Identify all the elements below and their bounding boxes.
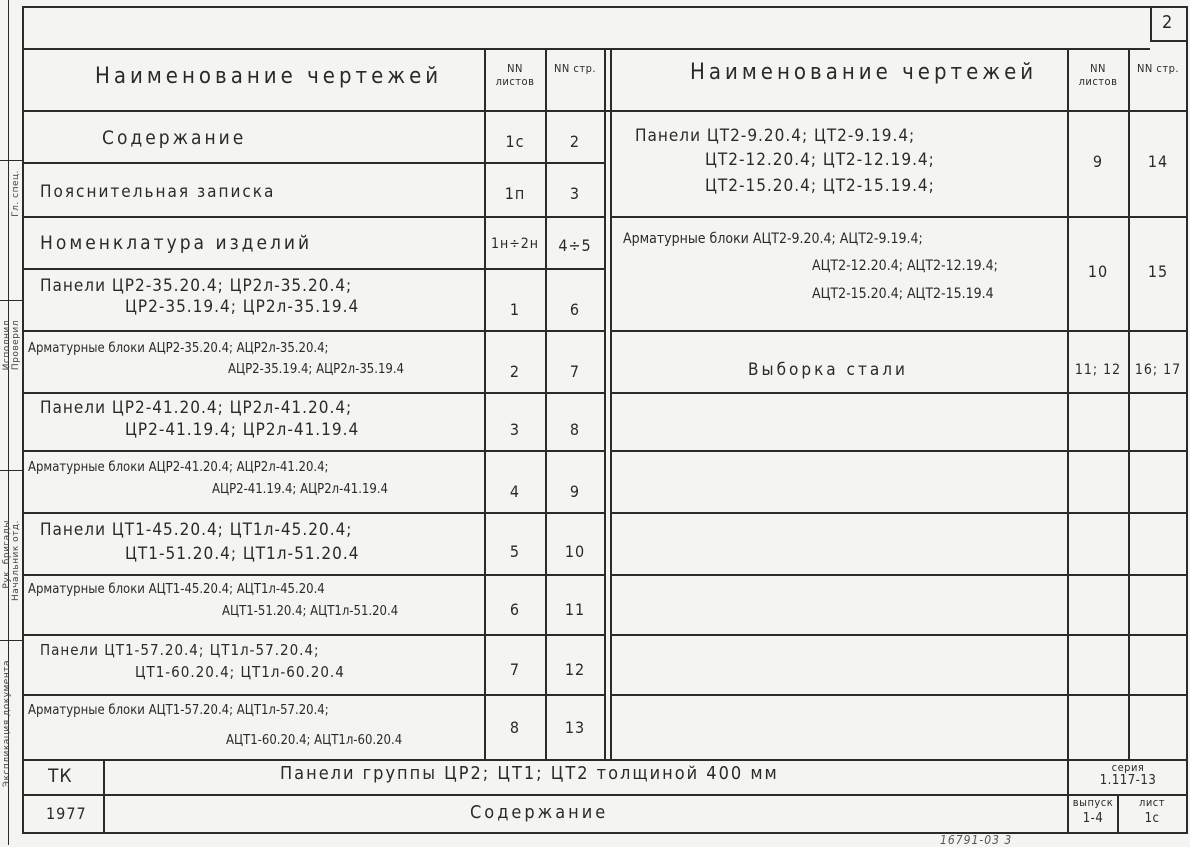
right-header-pages: NN стр. xyxy=(1136,62,1180,75)
left-col-sheets-line xyxy=(484,48,486,760)
right-row-line xyxy=(610,392,1187,394)
center-double-line-a xyxy=(604,48,606,760)
center-double-line-b xyxy=(610,48,612,760)
right-row-line xyxy=(610,216,1187,218)
frame-bottom xyxy=(22,832,1188,834)
left-row-11-pages: 13 xyxy=(564,718,586,737)
left-row-11-sheets: 8 xyxy=(509,718,521,737)
right-row-1-line2: ЦТ2-12.20.4; ЦТ2-12.19.4; xyxy=(705,150,935,170)
frame-top xyxy=(22,6,1188,8)
margin-label: Начальник отд. xyxy=(11,520,21,602)
left-row-6-line2: ЦР2-41.19.4; ЦР2л-41.19.4 xyxy=(125,420,360,440)
left-row-2-name: Пояснительная записка xyxy=(40,182,276,202)
right-row-line xyxy=(610,574,1187,576)
right-row-1-pages: 14 xyxy=(1147,152,1169,171)
series-label: серия xyxy=(1111,761,1145,774)
left-row-line xyxy=(22,216,605,218)
left-row-line xyxy=(22,330,605,332)
left-row-10-pages: 12 xyxy=(564,660,586,679)
sheet-no-box-left xyxy=(1150,6,1152,41)
left-col-pages-line xyxy=(545,48,547,760)
title-block-code: ТК xyxy=(48,765,73,787)
left-row-10-line2: ЦТ1-60.20.4; ЦТ1л-60.20.4 xyxy=(135,663,345,681)
stamp-number: 16791-03 3 xyxy=(940,833,1013,847)
header-top-line xyxy=(22,48,1150,50)
frame-left xyxy=(22,6,24,833)
left-row-5-pages: 7 xyxy=(569,362,581,381)
left-row-4-line2: ЦР2-35.19.4; ЦР2л-35.19.4 xyxy=(125,297,360,317)
title-block-subtitle: Содержание xyxy=(470,802,609,823)
issue-value: 1-4 xyxy=(1082,811,1104,826)
series-value: 1.117-13 xyxy=(1099,773,1157,788)
left-row-1-name: Содержание xyxy=(102,127,247,149)
right-row-line xyxy=(610,512,1187,514)
left-row-1-pages: 2 xyxy=(569,132,581,151)
right-row-2-pages: 15 xyxy=(1147,262,1169,281)
right-row-3-pages: 16; 17 xyxy=(1134,362,1182,378)
right-row-1-line1: Панели ЦТ2-9.20.4; ЦТ2-9.19.4; xyxy=(635,126,916,146)
left-row-10-line1: Панели ЦТ1-57.20.4; ЦТ1л-57.20.4; xyxy=(40,641,320,659)
left-row-1-sheets: 1с xyxy=(505,132,525,151)
sheet-label: лист xyxy=(1139,796,1165,809)
left-row-line xyxy=(22,162,605,164)
left-row-2-sheets: 1п xyxy=(504,184,526,203)
left-row-9-sheets: 6 xyxy=(509,600,521,619)
left-row-line xyxy=(22,512,605,514)
left-row-8-line1: Панели ЦТ1-45.20.4; ЦТ1л-45.20.4; xyxy=(40,520,353,540)
issue-label: выпуск xyxy=(1072,796,1114,809)
right-row-2-sheets: 10 xyxy=(1087,262,1109,281)
left-row-4-line1: Панели ЦР2-35.20.4; ЦР2л-35.20.4; xyxy=(40,276,353,296)
left-row-7-pages: 9 xyxy=(569,482,581,501)
left-row-8-pages: 10 xyxy=(564,542,586,561)
title-block-mid xyxy=(22,794,1188,796)
right-row-line xyxy=(610,450,1187,452)
sheet-value: 1с xyxy=(1144,811,1160,826)
left-row-3-name: Номенклатура изделий xyxy=(40,232,313,254)
left-row-6-pages: 8 xyxy=(569,420,581,439)
left-row-6-sheets: 3 xyxy=(509,420,521,439)
left-row-2-pages: 3 xyxy=(569,184,581,203)
right-row-line xyxy=(610,330,1187,332)
margin-divider xyxy=(0,640,22,641)
left-row-5-line1: Арматурные блоки АЦР2-35.20.4; АЦР2л-35.20.4; xyxy=(28,341,329,356)
left-row-line xyxy=(22,450,605,452)
margin-divider xyxy=(0,300,22,301)
left-row-11-line1: Арматурные блоки АЦТ1-57.20.4; АЦТ1л-57.20.4; xyxy=(28,703,329,718)
left-row-line xyxy=(22,694,605,696)
right-row-2-line2: АЦТ2-12.20.4; АЦТ2-12.19.4; xyxy=(812,258,998,274)
left-row-6-line1: Панели ЦР2-41.20.4; ЦР2л-41.20.4; xyxy=(40,398,353,418)
left-row-8-sheets: 5 xyxy=(509,542,521,561)
left-header-sheets: NN листов xyxy=(495,62,535,88)
left-row-7-line2: АЦР2-41.19.4; АЦР2л-41.19.4 xyxy=(212,482,388,497)
sheet-no-box-bottom xyxy=(1150,40,1187,42)
margin-divider xyxy=(0,470,22,471)
left-row-line xyxy=(22,392,605,394)
left-row-5-sheets: 2 xyxy=(509,362,521,381)
left-row-7-line1: Арматурные блоки АЦР2-41.20.4; АЦР2л-41.20.4; xyxy=(28,460,329,475)
left-row-line xyxy=(22,268,605,270)
margin-label: Исполнил xyxy=(2,320,12,371)
left-row-8-line2: ЦТ1-51.20.4; ЦТ1л-51.20.4 xyxy=(125,544,360,564)
left-row-3-sheets: 1н÷2н xyxy=(490,236,540,252)
right-row-2-line3: АЦТ2-15.20.4; АЦТ2-15.19.4 xyxy=(812,286,994,302)
margin-label: Рук. бригады xyxy=(2,520,12,589)
left-row-line xyxy=(22,634,605,636)
right-row-line xyxy=(610,694,1187,696)
title-block-year: 1977 xyxy=(46,804,87,823)
title-block-code-divider xyxy=(103,759,105,833)
right-row-3-sheets: 11; 12 xyxy=(1074,362,1122,378)
right-header-name: Наименование чертежей xyxy=(690,60,1038,85)
left-row-4-sheets: 1 xyxy=(509,300,521,319)
margin-label: Экспликация документа xyxy=(2,660,12,788)
right-row-1-line3: ЦТ2-15.20.4; ЦТ2-15.19.4; xyxy=(705,176,935,196)
title-block-top xyxy=(22,759,1188,761)
right-row-2-line1: Арматурные блоки АЦТ2-9.20.4; АЦТ2-9.19.4; xyxy=(623,231,923,247)
margin-divider xyxy=(0,160,22,161)
left-row-11-line2: АЦТ1-60.20.4; АЦТ1л-60.20.4 xyxy=(226,733,403,748)
margin-label: Проверил xyxy=(11,320,21,371)
left-row-line xyxy=(22,574,605,576)
left-row-10-sheets: 7 xyxy=(509,660,521,679)
left-header-pages: NN стр. xyxy=(553,62,597,75)
left-row-7-sheets: 4 xyxy=(509,482,521,501)
right-row-line xyxy=(610,634,1187,636)
margin-label: Гл. спец. xyxy=(11,170,21,217)
sheet-number: 2 xyxy=(1162,12,1174,33)
frame-right xyxy=(1186,6,1188,833)
left-row-5-line2: АЦР2-35.19.4; АЦР2л-35.19.4 xyxy=(228,362,404,377)
title-block-title: Панели группы ЦР2; ЦТ1; ЦТ2 толщиной 400 мм xyxy=(280,763,779,784)
right-row-3-name: Выборка стали xyxy=(748,360,908,380)
left-row-9-line1: Арматурные блоки АЦТ1-45.20.4; АЦТ1л-45.20.4 xyxy=(28,582,325,597)
left-row-9-pages: 11 xyxy=(564,600,586,619)
left-header-name: Наименование чертежей xyxy=(95,64,443,89)
left-row-9-line2: АЦТ1-51.20.4; АЦТ1л-51.20.4 xyxy=(222,604,399,619)
right-row-1-sheets: 9 xyxy=(1092,152,1104,171)
left-row-3-pages: 4÷5 xyxy=(558,236,592,255)
left-row-4-pages: 6 xyxy=(569,300,581,319)
right-header-sheets: NN листов xyxy=(1078,62,1118,88)
